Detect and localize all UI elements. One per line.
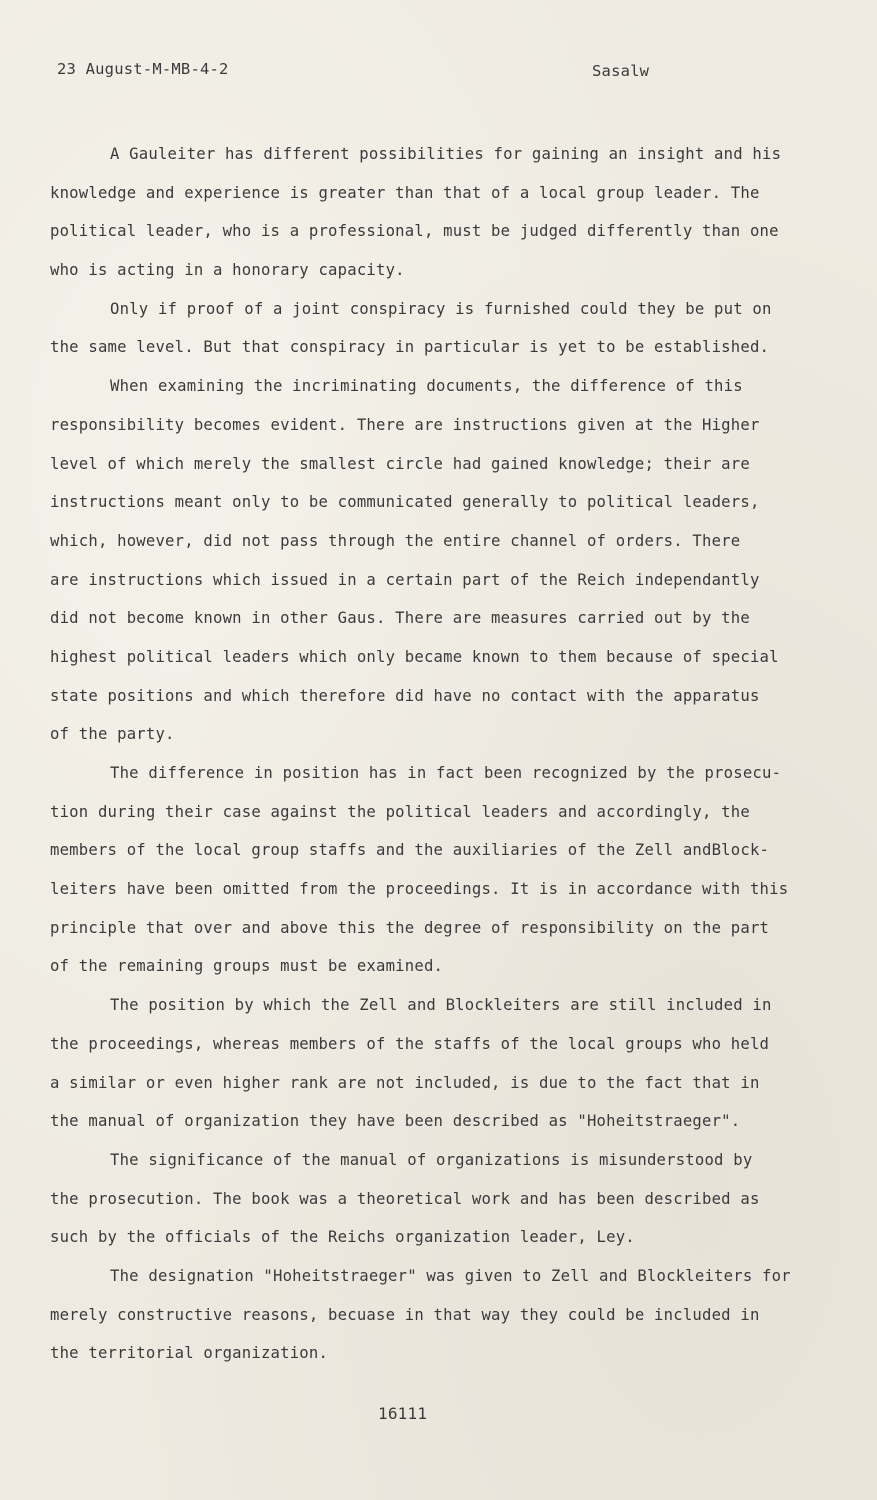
text-line: such by the officials of the Reichs organization leader, Ley.	[50, 1228, 635, 1247]
document-reference: 23 August-M-MB-4-2	[57, 60, 229, 78]
text-line: The significance of the manual of organizations is misunderstood by	[110, 1150, 753, 1169]
text-line: A Gauleiter has different possibilities for gaining an insight and his	[110, 145, 782, 163]
text-line: The designation "Hoheitstraeger" was given to Zell and Blockleiters for	[110, 1266, 791, 1285]
paragraph	[50, 135, 810, 290]
text-line: the manual of organization they have been described as "Hoheitstraeger".	[50, 1112, 741, 1131]
text-line: political leader, who is a professional, must be judged differently than one	[50, 222, 779, 241]
text-line: leiters have been omitted from the proceedings. It is in accordance with this	[50, 880, 789, 899]
page-number: 16111	[378, 1404, 428, 1423]
text-line: the same level. But that conspiracy in particular is yet to be established.	[50, 338, 770, 357]
text-line: highest political leaders which only became known to them because of special	[50, 647, 779, 666]
text-line: who is acting in a honorary capacity.	[50, 261, 405, 280]
text-line: the prosecution. The book was a theoretical work and has been described as	[50, 1189, 760, 1208]
text-line: of the party.	[50, 725, 175, 744]
text-line: did not become known in other Gaus. There are measures carried out by the	[50, 609, 750, 628]
text-line: Only if proof of a joint conspiracy is furnished could they be put on	[110, 299, 772, 318]
typist-initials: Sasalw	[592, 62, 650, 80]
text-line: the proceedings, whereas members of the staffs of the local groups who held	[50, 1034, 770, 1053]
paragraph	[50, 1141, 810, 1257]
text-line: of the remaining groups must be examined.	[50, 957, 444, 976]
text-line: which, however, did not pass through the entire channel of orders. There	[50, 531, 741, 550]
paragraph	[50, 367, 810, 754]
text-line: When examining the incriminating documents, the difference of this	[110, 377, 743, 396]
text-line: the territorial organization.	[50, 1344, 329, 1363]
text-line: a similar or even higher rank are not included, is due to the fact that in	[50, 1073, 760, 1092]
text-line: instructions meant only to be communicated generally to political leaders,	[50, 493, 760, 512]
text-line: knowledge and experience is greater than that of a local group leader. The	[50, 183, 760, 202]
text-line: members of the local group staffs and the auxiliaries of the Zell andBlock-	[50, 841, 770, 860]
paragraph	[50, 754, 810, 986]
text-line: principle that over and above this the degree of responsibility on the part	[50, 918, 770, 937]
text-line: are instructions which issued in a certain part of the Reich independantly	[50, 570, 760, 589]
paragraph	[50, 1257, 810, 1373]
text-line: The position by which the Zell and Blockleiters are still included in	[110, 996, 772, 1015]
text-line: tion during their case against the political leaders and accordingly, the	[50, 802, 750, 821]
paragraph	[50, 986, 810, 1141]
text-line: merely constructive reasons, becuase in that way they could be included in	[50, 1305, 760, 1324]
text-line: responsibility becomes evident. There are instructions given at the Higher	[50, 415, 760, 434]
text-line: level of which merely the smallest circle had gained knowledge; their are	[50, 454, 750, 473]
document-body	[50, 135, 810, 1373]
text-line: The difference in position has in fact been recognized by the prosecu-	[110, 764, 782, 782]
text-line: state positions and which therefore did have no contact with the apparatus	[50, 686, 760, 705]
paragraph	[50, 290, 810, 367]
